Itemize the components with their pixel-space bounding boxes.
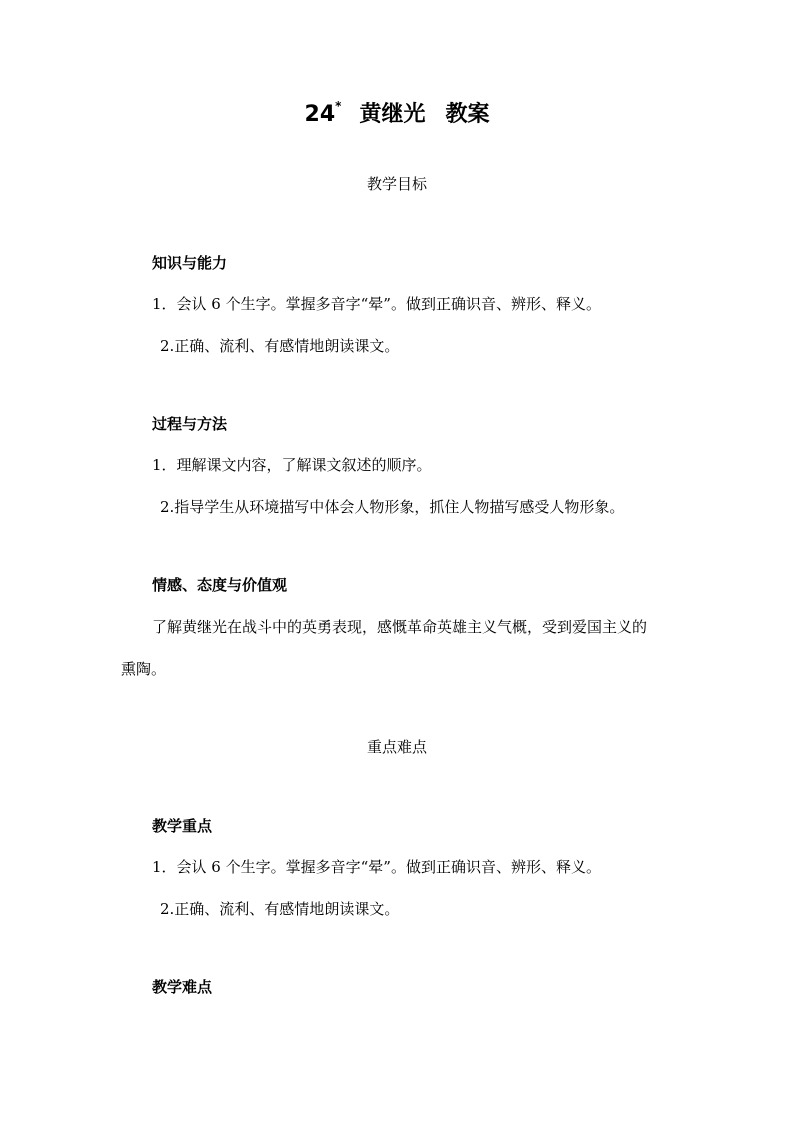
section-heading-key-points: 重点难点 <box>366 738 427 756</box>
title-suffix: 教案 <box>445 102 490 127</box>
focus-item-1: 1．会认 6 个生字。掌握多音字“晕”。做到正确识音、辨形、释义。 <box>152 858 601 876</box>
knowledge-item-2: 2.正确、流利、有感情地朗读课文。 <box>160 337 400 355</box>
title-name: 黄继光 <box>359 102 426 127</box>
subheading-knowledge: 知识与能力 <box>152 254 228 272</box>
section-heading-objectives: 教学目标 <box>366 175 427 193</box>
process-item-2: 2.指导学生从环境描写中体会人物形象，抓住人物描写感受人物形象。 <box>160 498 625 516</box>
subheading-difficulty: 教学难点 <box>152 978 213 996</box>
focus-item-2: 2.正确、流利、有感情地朗读课文。 <box>160 900 400 918</box>
document-title <box>0 99 794 127</box>
title-number: 24 <box>304 102 336 127</box>
title-star: * <box>335 99 342 113</box>
subheading-process: 过程与方法 <box>152 415 228 433</box>
emotion-line-1: 了解黄继光在战斗中的英勇表现，感慨革命英雄主义气概，受到爱国主义的 <box>152 618 648 636</box>
process-item-1: 1．理解课文内容，了解课文叙述的顺序。 <box>152 456 432 474</box>
subheading-focus: 教学重点 <box>152 817 213 835</box>
knowledge-item-1: 1．会认 6 个生字。掌握多音字“晕”。做到正确识音、辨形、释义。 <box>152 295 601 313</box>
subheading-emotion: 情感、态度与价值观 <box>152 576 288 594</box>
emotion-line-2: 熏陶。 <box>121 660 167 678</box>
